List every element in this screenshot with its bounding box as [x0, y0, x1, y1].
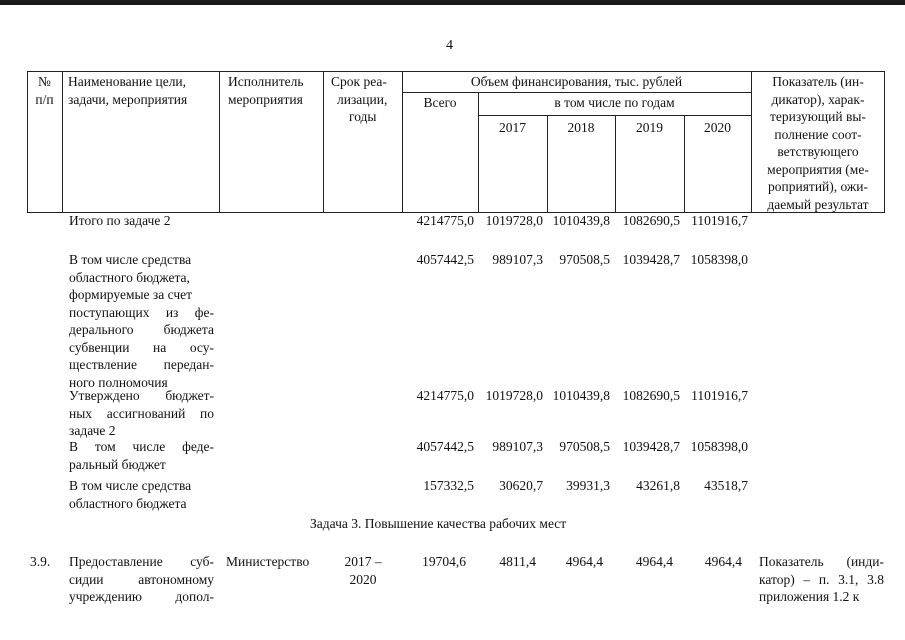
row-total-task2-2019: 1082690,5	[622, 213, 680, 228]
row-approved-2019: 1082690,5	[622, 388, 680, 403]
row-regional-subvention-2018: 970508,5	[559, 252, 610, 267]
header-by-years: в том числе по годам	[554, 95, 675, 110]
row-approved-2017: 1019728,0	[485, 388, 543, 403]
header-year-2020: 2020	[704, 120, 731, 135]
row-regional-2020: 43518,7	[704, 478, 748, 493]
item-3-9-2020: 4964,4	[704, 554, 742, 569]
header-financing: Объем финансирования, тыс. рублей	[470, 74, 683, 89]
header-year-2019: 2019	[636, 120, 663, 135]
financing-divider	[402, 92, 751, 93]
item-3-9-num: 3.9.	[30, 554, 51, 569]
item-3-9-2017: 4811,4	[499, 554, 536, 569]
row-total-task2-label: Итого по задаче 2	[69, 213, 171, 228]
row-regional-all: 157332,5	[423, 478, 474, 493]
row-total-task2-2018: 1010439,8	[552, 213, 610, 228]
header-executor: Исполнитель мероприятия	[228, 74, 304, 107]
item-3-9-label: Предоставление суб- сидии автономному учреждению допол-	[69, 554, 214, 604]
item-3-9-2019: 4964,4	[635, 554, 673, 569]
page-number: 4	[446, 38, 453, 53]
header-year-2018: 2018	[567, 120, 595, 135]
header-total: Всего	[423, 95, 457, 110]
header-indicator: Показатель (ин- дикатор), харак- теризующий вы- полнение соот- ветствующего мероприятия (ме- роприятий), ожи- даемый результат	[767, 74, 869, 212]
col-border-right	[884, 71, 885, 213]
row-total-task2-2020: 1101916,7	[691, 213, 748, 228]
row-total-task2-all: 4214775,0	[416, 213, 474, 228]
row-federal-all: 4057442,5	[416, 439, 474, 454]
row-regional-2019: 43261,8	[636, 478, 680, 493]
col-border-num	[62, 71, 63, 213]
scan-top-border	[0, 0, 905, 5]
table-top-border	[27, 71, 884, 72]
row-total-task2-2017: 1019728,0	[485, 213, 543, 228]
row-regional-subvention-label: В том числе средства областного бюджета, формируемые за счет поступающих из фе- дерального бюджета субвенции на осу- ществление передан- ного полномочия	[69, 252, 214, 390]
item-3-9-2018: 4964,4	[565, 554, 603, 569]
row-approved-all: 4214775,0	[416, 388, 474, 403]
row-regional-subvention-2019: 1039428,7	[622, 252, 680, 267]
item-3-9-all: 19704,6	[422, 554, 466, 569]
row-regional-subvention-all: 4057442,5	[416, 252, 474, 267]
row-regional-2018: 39931,3	[566, 478, 610, 493]
row-federal-2019: 1039428,7	[622, 439, 680, 454]
row-regional-2017: 30620,7	[499, 478, 543, 493]
row-approved-2020: 1101916,7	[691, 388, 748, 403]
row-regional-label: В том числе средства областного бюджета	[69, 478, 192, 511]
task3-heading: Задача 3. Повышение качества рабочих мест	[310, 516, 567, 531]
col-border-term	[402, 71, 403, 213]
item-3-9-indicator: Показатель (инди- катор) – п. 3.1, 3.8 приложения 1.2 к	[759, 554, 884, 604]
item-3-9-executor: Министерство	[226, 554, 310, 569]
item-3-9-term: 2017 – 2020	[344, 554, 382, 587]
header-name: Наименование цели, задачи, мероприятия	[68, 74, 188, 107]
row-federal-label: В том числе феде- ральный бюджет	[69, 439, 214, 472]
row-regional-subvention-2020: 1058398,0	[690, 252, 748, 267]
row-federal-2018: 970508,5	[559, 439, 610, 454]
row-approved-2018: 1010439,8	[552, 388, 610, 403]
header-term: Срок реа- лизации, годы	[331, 74, 388, 124]
col-border-executor	[323, 71, 324, 213]
row-federal-2020: 1058398,0	[690, 439, 748, 454]
row-regional-subvention-2017: 989107,3	[492, 252, 543, 267]
row-federal-2017: 989107,3	[492, 439, 543, 454]
header-num: № п/п	[35, 74, 54, 107]
row-approved-label: Утверждено бюджет- ных ассигнований по задаче 2	[69, 388, 214, 438]
header-year-2017: 2017	[499, 120, 526, 135]
col-border-name	[219, 71, 220, 213]
